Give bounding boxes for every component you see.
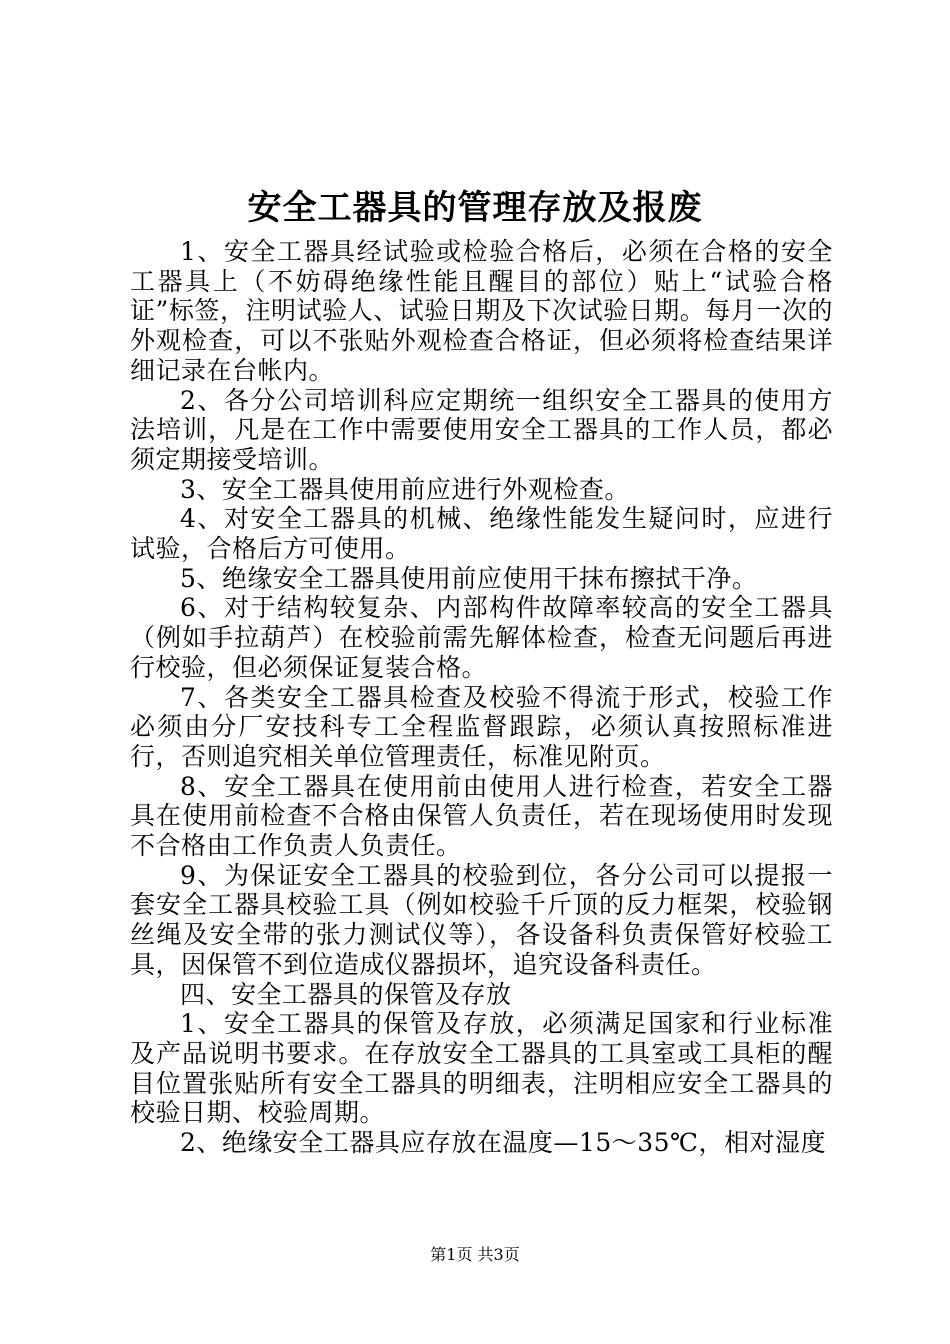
paragraph-2: 2、各分公司培训科应定期统一组织安全工器具的使用方法培训，凡是在工作中需要使用安全工器具的工作人员，都必须定期接受培训。: [130, 385, 833, 474]
page-number: 第1页 共3页: [430, 1245, 520, 1264]
paragraph-4: 4、对安全工器具的机械、绝缘性能发生疑问时，应进行试验，合格后方可使用。: [130, 504, 833, 564]
paragraph-3: 3、安全工器具使用前应进行外观检查。: [180, 474, 630, 504]
document-body: [130, 237, 833, 1158]
document-title: 安全工器具的管理存放及报废: [247, 188, 703, 228]
paragraph-7: 7、各类安全工器具检查及校验不得流于形式，校验工作必须由分厂安技科专工全程监督跟踪，必须认真按照标准进行，否则追究相关单位管理责任，标准见附页。: [130, 682, 833, 771]
paragraph-10: 1、安全工器具的保管及存放，必须满足国家和行业标准及产品说明书要求。在存放安全工器具的工具室或工具柜的醒目位置张贴所有安全工器具的明细表，注明相应安全工器具的校验日期、校验周期。: [130, 1009, 833, 1128]
paragraph-6: 6、对于结构较复杂、内部构件故障率较高的安全工器具（例如手拉葫芦）在校验前需先解体检查，检查无问题后再进行校验，但必须保证复装合格。: [130, 593, 833, 682]
paragraph-1: 1、安全工器具经试验或检验合格后，必须在合格的安全工器具上（不妨碍绝缘性能且醒目的部位）贴上“试验合格证”标签，注明试验人、试验日期及下次试验日期。每月一次的外观检查，可以不张贴外观检查合格证，但必须将检查结果详细记录在台帐内。: [130, 237, 833, 385]
paragraph-9: 9、为保证安全工器具的校验到位，各分公司可以提报一套安全工器具校验工具（例如校验千斤顶的反力框架，校验钢丝绳及安全带的张力测试仪等），各设备科负责保管好校验工具，因保管不到位造成仪器损坏，追究设备科责任。: [130, 860, 833, 979]
paragraph-8: 8、安全工器具在使用前由使用人进行检查，若安全工器具在使用前检查不合格由保管人负责任，若在现场使用时发现不合格由工作负责人负责任。: [130, 771, 833, 861]
paragraph-11: 2、绝缘安全工器具应存放在温度—15～35℃，相对湿度: [180, 1128, 826, 1158]
section-heading: 四、安全工器具的保管及存放: [180, 979, 512, 1009]
paragraph-5: 5、绝缘安全工器具使用前应使用干抹布擦拭干净。: [180, 563, 758, 593]
